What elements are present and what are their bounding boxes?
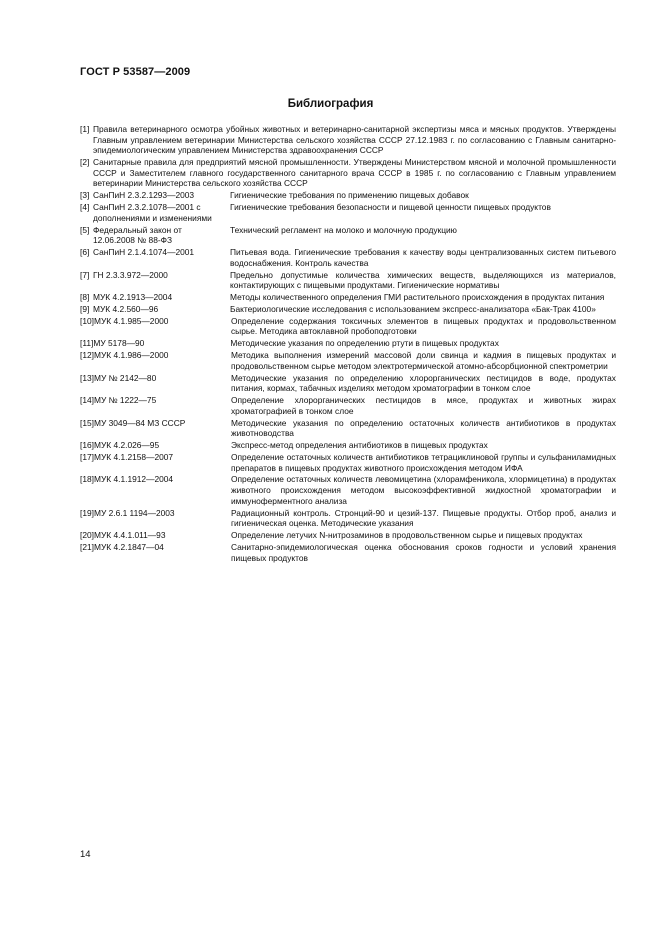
entry-number: [19] (80, 507, 94, 518)
entry-description: Определение остаточных количеств антибиотиков тетрациклиновой группы и сульфаниламидных препаратов в пищевых продуктах животного происхождения методом ИФА (230, 451, 616, 473)
entry-document-code: МУ 2.6.1 1194—2003 (93, 507, 175, 518)
entry-document-code: СанПиН 2.3.2.1293—2003 (93, 190, 195, 201)
entry-number: [7] (80, 269, 90, 280)
entry-number: [14] (80, 395, 94, 406)
bibliography-entry (80, 542, 616, 563)
bibliography-entry (80, 270, 616, 291)
entry-number: [21] (80, 541, 94, 552)
bibliography-entry (80, 474, 616, 506)
entry-document-code: Федеральный закон от 12.06.2008 № 88-ФЗ (93, 224, 182, 246)
entry-description: Методика выполнения измерений массовой доли свинца и кадмия в пищевых продуктах и продовольственном сырье методом электротермической атомно-абсорбционной спектрометрии (230, 350, 616, 371)
bibliography-entry (80, 316, 616, 337)
bibliography-entry (80, 247, 616, 268)
entry-description: Методические указания по определению ртути в пищевых продуктах (230, 338, 499, 349)
bibliography-entry (80, 338, 616, 349)
bibliography-list (80, 124, 616, 564)
entry-document-code: МУК 4.1.985—2000 (93, 315, 169, 326)
entry-document-code: МУ № 2142—80 (93, 372, 157, 383)
bibliography-entry (80, 304, 616, 315)
entry-number: [13] (80, 372, 94, 383)
entry-description: Методические указания по определению хлорорганических пестицидов в воде, продуктах питания, кормах, табачных изделиях методом хроматографии в тонком слое (230, 372, 616, 394)
bibliography-entry (80, 418, 616, 439)
entry-description: Бактериологические исследования с использованием экспресс-анализатора «Бак-Трак 4100» (230, 303, 596, 314)
entry-document-code: ГН 2.3.3.972—2000 (93, 269, 168, 280)
bibliography-entry (80, 124, 616, 156)
page-number: 14 (80, 849, 91, 860)
entry-description: Гигиенические требования безопасности и пищевой ценности пищевых продуктов (230, 202, 551, 213)
entry-number: [3] (80, 190, 90, 201)
entry-number: [4] (80, 202, 90, 213)
entry-number: [9] (80, 303, 90, 314)
entry-description: Определение хлорорганических пестицидов в мясе, продуктах и животных жирах хроматографией в тонком слое (230, 395, 616, 416)
entry-description: Технический регламент на молоко и молочную продукцию (230, 224, 457, 235)
entry-number: [17] (80, 451, 94, 462)
entry-number: [12] (80, 350, 94, 361)
entry-description: Определение остаточных количеств левомицетина (хлорамфеникола, хлормицетина) в продуктах животного происхождения методом высокоэффективной жидкостной хроматографии и иммуноферментного анализа (230, 474, 616, 506)
entry-document-code: МУК 4.1.1912—2004 (93, 474, 174, 485)
bibliography-title: Библиография (287, 98, 374, 110)
bibliography-entry (80, 350, 616, 371)
entry-number: [11] (80, 338, 94, 349)
entry-description: Питьевая вода. Гигиенические требования к качеству воды централизованных систем питьевого водоснабжения. Контроль качества (230, 247, 616, 268)
bibliography-entry (80, 530, 616, 541)
entry-document-code: МУК 4.2.1847—04 (93, 541, 164, 552)
entry-number: [20] (80, 530, 94, 541)
entry-document-code: СанПиН 2.3.2.1078—2001 с дополнениями и изменениями (93, 202, 212, 223)
entry-text: Правила ветеринарного осмотра убойных животных и ветеринарно-санитарной экспертизы мяса и мясных продуктов. Утверждены Главным управлением ветеринарии Министерства сельского хозяйства СССР 27.12.1983 г. по согласованию с Главным санитарно-эпидемиологическим управлением Министерства здравоохранения СССР (93, 124, 616, 156)
entry-document-code: МУК 4.4.1.011—93 (93, 530, 166, 541)
entry-number: [2] (80, 157, 90, 168)
entry-document-code: СанПиН 2.1.4.1074—2001 (93, 247, 195, 258)
entry-description: Определение содержания токсичных элементов в пищевых продуктах и продовольственном сырье. Методика автоклавной пробоподготовки (230, 315, 616, 337)
entry-document-code: МУК 4.2.560—96 (93, 303, 159, 314)
entry-description: Методические указания по определению остаточных количеств антибиотиков в продуктах животноводства (230, 417, 616, 439)
bibliography-entry (80, 190, 616, 201)
entry-description: Методы количественного определения ГМИ растительного происхождения в продуктах питания (230, 291, 605, 302)
entry-document-code: МУК 4.1.2158—2007 (93, 451, 174, 462)
entry-number: [6] (80, 247, 90, 258)
entry-document-code: МУ № 1222—75 (93, 395, 157, 406)
bibliography-entry (80, 157, 616, 189)
entry-document-code: МУК 4.2.026—95 (93, 440, 160, 451)
entry-number: [10] (80, 315, 94, 326)
entry-description: Радиационный контроль. Стронций-90 и цезий-137. Пищевые продукты. Отбор проб, анализ и гигиеническая оценка. Методические указания (230, 507, 616, 529)
bibliography-entries (80, 190, 616, 563)
entry-number: [1] (80, 124, 90, 134)
entry-document-code: МУК 4.2.1913—2004 (93, 291, 173, 302)
entry-number: [15] (80, 417, 94, 428)
bibliography-entry (80, 292, 616, 303)
bibliography-entry (80, 202, 616, 223)
entry-text: Санитарные правила для предприятий мясной промышленности. Утверждены Министерством мясной и молочной промышленности СССР и Заместителем главного государственного санитарного врача СССР в 1985 г. по согласованию с Главным управлением ветеринарии Министерства сельского хозяйства СССР (93, 157, 616, 189)
bibliography-entry (80, 373, 616, 394)
entry-number: [5] (80, 224, 90, 235)
entry-description: Санитарно-эпидемиологическая оценка обоснования сроков годности и условий хранения пищевых продуктов (230, 541, 616, 563)
standard-header: ГОСТ Р 53587—2009 (80, 66, 191, 78)
entry-number: [8] (80, 291, 90, 302)
entry-document-code: МУ 5178—90 (93, 338, 145, 349)
bibliography-entry (80, 395, 616, 416)
entry-description: Предельно допустимые количества химических веществ, выделяющихся из материалов, контактирующих с пищевыми продуктами. Гигиенические нормативы (230, 269, 616, 291)
bibliography-entry (80, 452, 616, 473)
bibliography-entry (80, 508, 616, 529)
entry-description: Гигиенические требования по применению пищевых добавок (230, 190, 469, 201)
entry-number: [16] (80, 440, 94, 451)
entry-document-code: МУ 3049—84 МЗ СССР (93, 417, 186, 428)
entry-description: Определение летучих N-нитрозаминов в продовольственном сырье и пищевых продуктах (230, 530, 583, 541)
entry-document-code: МУК 4.1.986—2000 (93, 350, 169, 361)
entry-number: [18] (80, 474, 94, 485)
bibliography-entry (80, 440, 616, 451)
entry-description: Экспресс-метод определения антибиотиков в пищевых продуктах (230, 440, 488, 451)
bibliography-full-entries (80, 124, 616, 189)
bibliography-entry (80, 225, 616, 246)
